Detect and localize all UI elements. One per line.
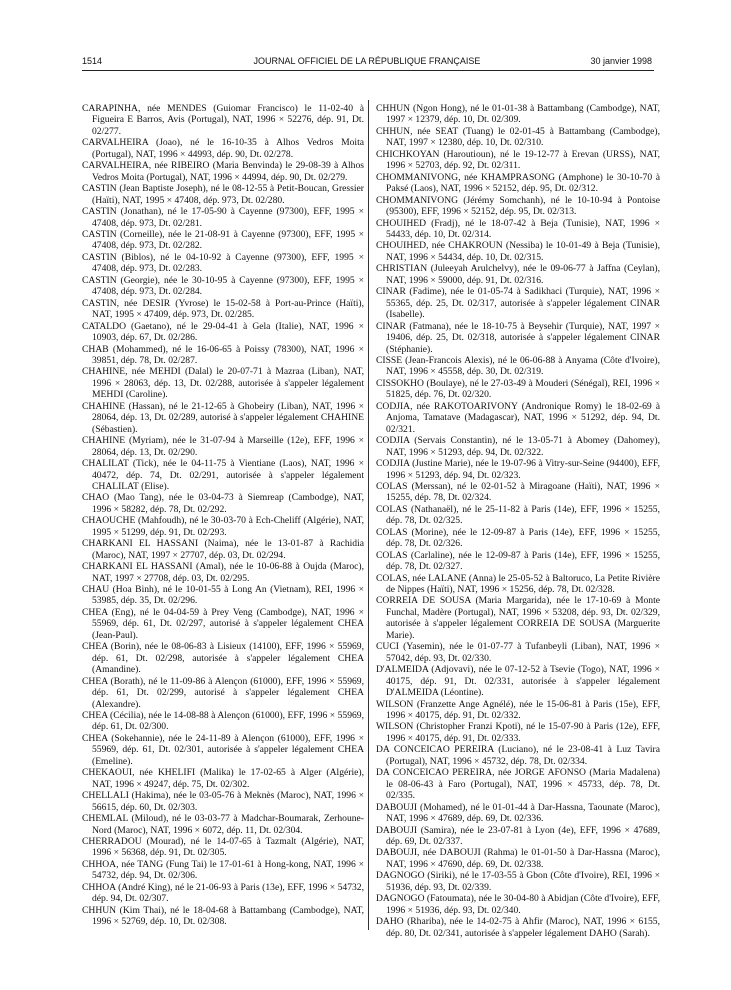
naturalization-entry: DAGNOGO (Fatoumata), née le 30-04-80 à Abidjan (Côte d'Ivoire), EFF, 1996 × 51936, dép. 93, Dt. 02/340.	[376, 893, 660, 916]
naturalization-entry: CISSE (Jean-Francois Alexis), né le 06-06-88 à Anyama (Côte d'Ivoire), NAT, 1996 × 45558, dép. 30, Dt. 02/319.	[376, 354, 660, 378]
naturalization-entry: CHICHKOYAN (Haroutioun), né le 19-12-77 à Erevan (URSS), NAT, 1996 × 52703, dép. 92, Dt. 02/311.	[376, 148, 660, 172]
naturalization-entry: CHAO (Mao Tang), née le 03-04-73 à Siemreap (Cambodge), NAT, 1996 × 58282, dép. 78, Dt. 02/292.	[82, 492, 364, 515]
naturalization-entry: CARVALHEIRA (Joao), né le 16-10-35 à Alhos Vedros Moita (Portugal), NAT, 1996 × 44993, dép. 90, Dt. 02/278.	[82, 137, 364, 160]
naturalization-entry: COLAS (Morine), née le 12-09-87 à Paris (14e), EFF, 1996 × 15255, dép. 78, Dt. 02/326.	[376, 526, 660, 550]
naturalization-entry: CHEA (Sokehannie), née le 24-11-89 à Alençon (61000), EFF, 1996 × 55969, dép. 61, Dt. 02/301, autorisée à s'appeler légalement CHEA (Emeline).	[82, 732, 364, 767]
naturalization-entry: CHEKAOUI, née KHELIFI (Malika) le 17-02-65 à Alger (Algérie), NAT, 1996 × 49247, dép. 75, Dt. 02/302.	[82, 767, 364, 790]
naturalization-entry: CHHOA (André King), né le 21-06-93 à Paris (13e), EFF, 1996 × 54732, dép. 94, Dt. 02/307.	[82, 881, 364, 905]
naturalization-entry: CODJIA (Justine Marie), née le 19-07-96 à Vitry-sur-Seine (94400), EFF, 1996 × 51293, dép. 94, Dt. 02/323.	[376, 458, 660, 481]
naturalization-entry: CHALILAT (Tick), née le 04-11-75 à Vientiane (Laos), NAT, 1996 × 40472, dép. 74, Dt. 02/291, autorisée à s'appeler légalement CHALILAT (Elise).	[82, 458, 364, 492]
naturalization-entry: CUCI (Yasemin), née le 01-07-77 à Tufanbeyli (Liban), NAT, 1996 × 57042, dép. 93, Dt. 02/330.	[376, 641, 660, 664]
naturalization-entry: CHHUN (Ngon Hong), né le 01-01-38 à Battambang (Cambodge), NAT, 1997 × 12379, dép. 10, Dt. 02/309.	[376, 103, 660, 126]
naturalization-entry: CASTIN (Biblos), né le 04-10-92 à Cayenne (97300), EFF, 1995 × 47408, dép. 973, Dt. 02/283.	[82, 251, 364, 275]
naturalization-entry: CORREIA DE SOUSA (Maria Margarida), née le 17-10-69 à Monte Funchal, Madère (Portugal), NAT, 1996 × 53208, dép. 93, Dt. 02/329, autorisée à s'appeler légalement CORREIA DE SOUSA (Marguerite Marie).	[376, 595, 660, 641]
naturalization-entry: CHELLALI (Hakima), née le 03-05-76 à Meknès (Maroc), NAT, 1996 × 56615, dép. 60, Dt. 02/303.	[82, 790, 364, 813]
naturalization-entry: DA CONCEICAO PEREIRA, née JORGE AFONSO (Maria Madalena) le 08-06-43 à Faro (Portugal), NAT, 1996 × 45733, dép. 78, Dt. 02/335.	[376, 767, 660, 802]
naturalization-entry: CHAHINE (Myriam), née le 31-07-94 à Marseille (12e), EFF, 1996 × 28064, dép. 13, Dt. 02/290.	[82, 435, 364, 458]
naturalization-entry: CHOMMANIVONG, née KHAMPRASONG (Amphone) le 30-10-70 à Paksé (Laos), NAT, 1996 × 52152, dép. 95, Dt. 02/312.	[376, 171, 660, 195]
naturalization-entry: CHAHINE, née MEHDI (Dalal) le 20-07-71 à Mazraa (Liban), NAT, 1996 × 28063, dép. 13, Dt. 02/288, autorisée à s'appeler légalement MEHDI (Caroline).	[82, 366, 364, 401]
naturalization-entry: CHEA (Eng), né le 04-04-59 à Prey Veng (Cambodge), NAT, 1996 × 55969, dép. 61, Dt. 02/297, autorisé à s'appeler légalement CHEA (Jean-Paul).	[82, 606, 364, 641]
naturalization-entry: D'ALMEIDA (Adjovavi), née le 07-12-52 à Tsevie (Togo), NAT, 1996 × 40175, dép. 91, Dt. 02/331, autorisée à s'appeler légalement D'ALMEIDA (Léontine).	[376, 664, 660, 699]
page-header	[82, 56, 652, 70]
naturalization-entry: DA CONCEICAO PEREIRA (Luciano), né le 23-08-41 à Luz Tavira (Portugal), NAT, 1996 × 45732, dép. 78, Dt. 02/334.	[376, 744, 660, 767]
naturalization-entry: CARAPINHA, née MENDES (Guiomar Francisco) le 11-02-40 à Figueira E Barros, Avis (Portugal), NAT, 1996 × 52276, dép. 91, Dt. 02/277.	[82, 103, 364, 137]
naturalization-entry: CHHUN (Kim Thai), né le 18-04-68 à Battambang (Cambodge), NAT, 1996 × 52769, dép. 10, Dt. 02/308.	[82, 904, 364, 928]
right-column	[376, 103, 660, 939]
naturalization-entry: DAGNOGO (Siriki), né le 17-03-55 à Gbon (Côte d'Ivoire), REI, 1996 × 51936, dép. 93, Dt. 02/339.	[376, 870, 660, 893]
naturalization-entry: CASTIN, née DESIR (Yvrose) le 15-02-58 à Port-au-Prince (Haïti), NAT, 1995 × 47409, dép. 973, Dt. 02/285.	[82, 297, 364, 321]
naturalization-entry: COLAS (Nathanaël), né le 25-11-82 à Paris (14e), EFF, 1996 × 15255, dép. 78, Dt. 02/325.	[376, 503, 660, 527]
naturalization-entry: WILSON (Franzette Ange Agnélé), née le 15-06-81 à Paris (15e), EFF, 1996 × 40175, dép. 91, Dt. 02/332.	[376, 698, 660, 722]
naturalization-entry: CHAHINE (Hassan), né le 21-12-65 à Ghobeiry (Liban), NAT, 1996 × 28064, dép. 13, Dt. 02/289, autorisé à s'appeler légalement CHAHINE (Sébastien).	[82, 400, 364, 435]
naturalization-entry: CHRISTIAN (Juleeyah Arulchelvy), née le 09-06-77 à Jaffna (Ceylan), NAT, 1996 × 59000, dép. 91, Dt. 02/316.	[376, 263, 660, 286]
naturalization-entry: DABOUJI (Mohamed), né le 01-01-44 à Dar-Hassna, Taounate (Maroc), NAT, 1996 × 47689, dép. 69, Dt. 02/336.	[376, 801, 660, 825]
naturalization-entry: CASTIN (Jean Baptiste Joseph), né le 08-12-55 à Petit-Boucan, Gressier (Haïti), NAT, 1995 × 47408, dép. 973, Dt. 02/280.	[82, 183, 364, 206]
naturalization-entry: CASTIN (Georgie), née le 30-10-95 à Cayenne (97300), EFF, 1995 × 47408, dép. 973, Dt. 02/284.	[82, 274, 364, 298]
naturalization-entry: COLAS, née LALANE (Anna) le 25-05-52 à Baltoruco, La Petite Rivière de Nippes (Haïti), NAT, 1996 × 15256, dép. 78, Dt. 02/328.	[376, 572, 660, 596]
left-column	[82, 103, 364, 928]
naturalization-entry: CHEA (Borath), né le 11-09-86 à Alençon (61000), EFF, 1996 × 55969, dép. 61, Dt. 02/299, autorisé à s'appeler légalement CHEA (Alexandre).	[82, 675, 364, 710]
naturalization-entry: CISSOKHO (Boulaye), né le 27-03-49 à Mouderi (Sénégal), REI, 1996 × 51825, dép. 76, Dt. 02/320.	[376, 377, 660, 401]
naturalization-entry: CHEA (Cécilia), née le 14-08-88 à Alençon (61000), EFF, 1996 × 55969, dép. 61, Dt. 02/300.	[82, 710, 364, 733]
naturalization-entry: CHARKANI EL HASSANI (Naima), née le 13-01-87 à Rachidia (Maroc), NAT, 1997 × 27707, dép. 03, Dt. 02/294.	[82, 538, 364, 561]
naturalization-entry: DAHO (Rhariba), née le 14-02-75 à Ahfir (Maroc), NAT, 1996 × 6155, dép. 80, Dt. 02/341, autorisée à s'appeler légalement DAHO (Sarah).	[376, 916, 660, 939]
column-divider	[368, 100, 369, 930]
naturalization-entry: CHAU (Hoa Binh), né le 10-01-55 à Long An (Vietnam), REI, 1996 × 53985, dép. 35, Dt. 02/296.	[82, 584, 364, 607]
naturalization-entry: CASTIN (Jonathan), né le 17-05-90 à Cayenne (97300), EFF, 1995 × 47408, dép. 973, Dt. 02/281.	[82, 206, 364, 229]
naturalization-entry: COLAS (Carlaline), née le 12-09-87 à Paris (14e), EFF, 1996 × 15255, dép. 78, Dt. 02/327.	[376, 549, 660, 573]
naturalization-entry: CHHUN, née SEAT (Tuang) le 02-01-45 à Battambang (Cambodge), NAT, 1997 × 12380, dép. 10, Dt. 02/310.	[376, 125, 660, 149]
naturalization-entry: CHEA (Borin), née le 08-06-83 à Lisieux (14100), EFF, 1996 × 55969, dép. 61, Dt. 02/298, autorisée à s'appeler légalement CHEA (Amandine).	[82, 641, 364, 676]
naturalization-entry: CHAOUCHE (Mahfoudh), né le 30-03-70 à Ech-Cheliff (Algérie), NAT, 1995 × 51299, dép. 91, Dt. 02/293.	[82, 515, 364, 538]
naturalization-entry: CHOMMANIVONG (Jérémy Somchanh), né le 10-10-94 à Pontoise (95300), EFF, 1996 × 52152, dép. 95, Dt. 02/313.	[376, 194, 660, 218]
naturalization-entry: CHEMLAL (Miloud), né le 03-03-77 à Madchar-Boumarak, Zerhoune-Nord (Maroc), NAT, 1996 × 6072, dép. 11, Dt. 02/304.	[82, 813, 364, 836]
journal-title: JOURNAL OFFICIEL DE LA RÉPUBLIQUE FRANÇAISE	[253, 56, 481, 66]
page-number: 1514	[82, 56, 103, 66]
naturalization-entry: WILSON (Christopher Franzi Kpoti), né le 15-07-90 à Paris (12e), EFF, 1996 × 40175, dép. 91, Dt. 02/333.	[376, 721, 660, 744]
header-rule	[82, 70, 654, 71]
naturalization-entry: CODJIA, née RAKOTOARIVONY (Andronique Romy) le 18-02-69 à Anjoma, Tamatave (Madagascar), NAT, 1996 × 51292, dép. 94, Dt. 02/321.	[376, 400, 660, 435]
naturalization-entry: COLAS (Merssan), né le 02-01-52 à Miragoane (Haïti), NAT, 1996 × 15255, dép. 78, Dt. 02/324.	[376, 480, 660, 504]
naturalization-entry: CHERRADOU (Mourad), né le 14-07-65 à Tazmalt (Algérie), NAT, 1996 × 56368, dép. 91, Dt. 02/305.	[82, 836, 364, 859]
naturalization-entry: CHAB (Mohammed), né le 16-06-65 à Poissy (78300), NAT, 1996 × 39851, dép. 78, Dt. 02/287.	[82, 343, 364, 366]
naturalization-entry: CARVALHEIRA, née RIBEIRO (Maria Benvinda) le 29-08-39 à Alhos Vedros Moita (Portugal), NAT, 1996 × 44994, dép. 90, Dt. 02/279.	[82, 160, 364, 183]
naturalization-entry: CHOUIHED (Fradj), né le 18-07-42 à Beja (Tunisie), NAT, 1996 × 54433, dép. 10, Dt. 02/314.	[376, 217, 660, 240]
naturalization-entry: CINAR (Fadime), née le 01-05-74 à Sadikhaci (Turquie), NAT, 1996 × 55365, dép. 25, Dt. 02/317, autorisée à s'appeler légalement CINAR (Isabelle).	[376, 286, 660, 321]
naturalization-entry: CATALDO (Gaetano), né le 29-04-41 à Gela (Italie), NAT, 1996 × 10903, dép. 67, Dt. 02/286.	[82, 320, 364, 344]
naturalization-entry: DABOUJI, née DABOUJI (Rahma) le 01-01-50 à Dar-Hassna (Maroc), NAT, 1996 × 47690, dép. 69, Dt. 02/338.	[376, 847, 660, 870]
naturalization-entry: CHOUIHED, née CHAKROUN (Nessiba) le 10-01-49 à Beja (Tunisie), NAT, 1996 × 54434, dép. 10, Dt. 02/315.	[376, 240, 660, 263]
issue-date: 30 janvier 1998	[590, 56, 652, 66]
naturalization-entry: CHHOA, née TANG (Fung Tai) le 17-01-61 à Hong-kong, NAT, 1996 × 54732, dép. 94, Dt. 02/306.	[82, 858, 364, 882]
naturalization-entry: CHARKANI EL HASSANI (Amal), née le 10-06-88 à Oujda (Maroc), NAT, 1997 × 27708, dép. 03, Dt. 02/295.	[82, 561, 364, 584]
naturalization-entry: CODJIA (Servais Constantin), né le 13-05-71 à Abomey (Dahomey), NAT, 1996 × 51293, dép. 94, Dt. 02/322.	[376, 435, 660, 458]
naturalization-entry: CINAR (Fatmana), née le 18-10-75 à Beysehir (Turquie), NAT, 1997 × 19406, dép. 25, Dt. 02/318, autorisée à s'appeler légalement CINAR (Stéphanie).	[376, 320, 660, 355]
naturalization-entry: CASTIN (Corneille), née le 21-08-91 à Cayenne (97300), EFF, 1995 × 47408, dép. 973, Dt. 02/282.	[82, 228, 364, 252]
naturalization-entry: DABOUJI (Samira), née le 23-07-81 à Lyon (4e), EFF, 1996 × 47689, dép. 69, Dt. 02/337.	[376, 824, 660, 847]
